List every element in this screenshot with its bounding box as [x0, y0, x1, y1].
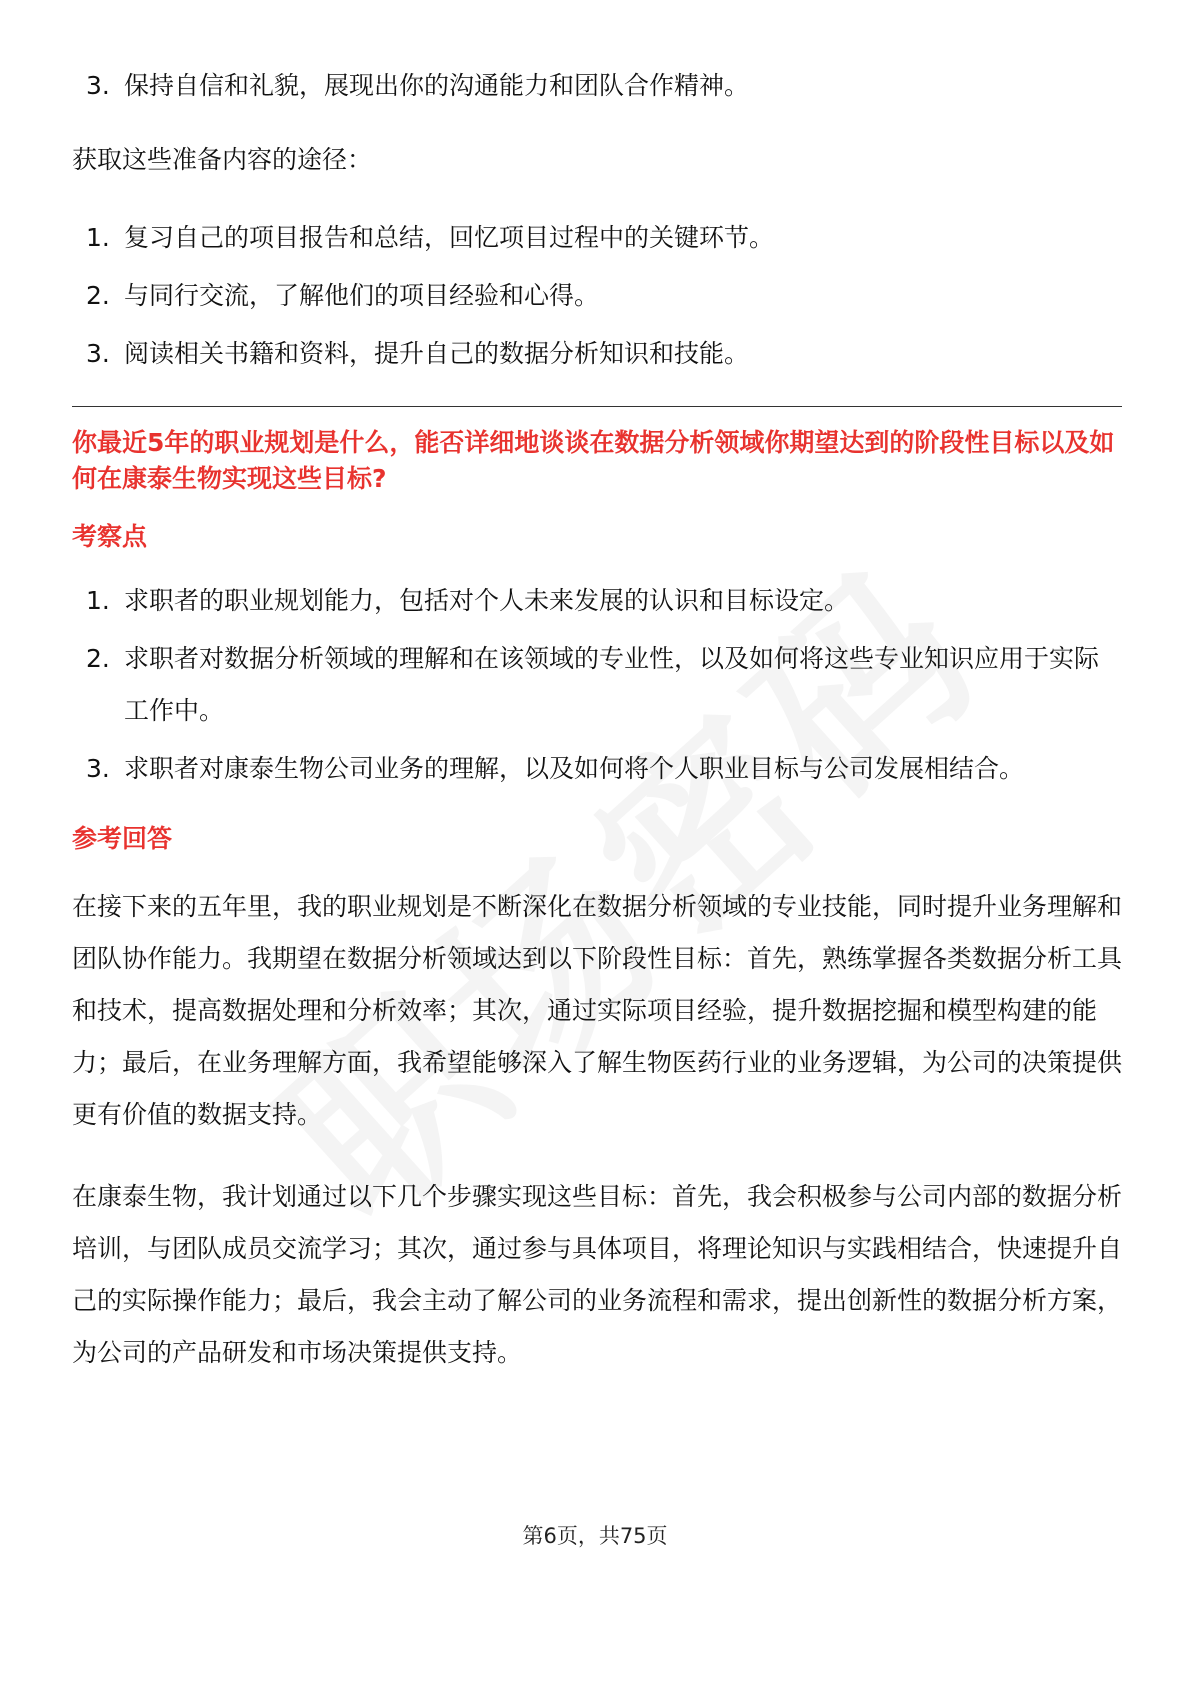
prep-list-tail: [72, 60, 1122, 112]
paths-list: [72, 212, 1122, 380]
page-footer: 第6页，共75页: [522, 1524, 668, 1548]
list-item: [72, 60, 1122, 112]
interview-question: 你最近5年的职业规划是什么，能否详细地谈谈在数据分析领域你期望达到的阶段性目标以及如何在康泰生物实现这些目标?: [72, 428, 1115, 493]
list-item: [72, 633, 1122, 737]
list-item: [72, 212, 1122, 264]
answer-paragraph-1: 在接下来的五年里，我的职业规划是不断深化在数据分析领域的专业技能，同时提升业务理解和团队协作能力。我期望在数据分析领域达到以下阶段性目标：首先，熟练掌握各类数据分析工具和技术，提高数据处理和分析效率；其次，通过实际项目经验，提升数据挖掘和模型构建的能力；最后，在业务理解方面，我希望能够深入了解生物医药行业的业务逻辑，为公司的决策提供更有价值的数据支持。: [72, 892, 1123, 1129]
answer-heading: 参考回答: [72, 824, 173, 853]
paths-heading: 获取这些准备内容的途径：: [72, 145, 373, 174]
list-number: 3.: [86, 754, 110, 783]
list-number: 1.: [86, 586, 110, 615]
list-item: [72, 270, 1122, 322]
list-number: 2.: [86, 281, 110, 310]
list-number: 1.: [86, 223, 110, 252]
list-item: [72, 575, 1122, 627]
page-content: [72, 60, 1122, 1379]
list-text: 求职者对数据分析领域的理解和在该领域的专业性，以及如何将这些专业知识应用于实际工作中。: [124, 644, 1100, 725]
focus-heading: 考察点: [72, 522, 148, 551]
list-item: [72, 743, 1122, 795]
focus-list: [72, 575, 1122, 795]
list-text: 保持自信和礼貌，展现出你的沟通能力和团队合作精神。: [124, 71, 750, 100]
section-divider: [72, 406, 1122, 407]
list-text: 与同行交流，了解他们的项目经验和心得。: [124, 281, 600, 310]
list-text: 求职者对康泰生物公司业务的理解，以及如何将个人职业目标与公司发展相结合。: [124, 754, 1025, 783]
list-text: 阅读相关书籍和资料，提升自己的数据分析知识和技能。: [124, 339, 750, 368]
list-item: [72, 328, 1122, 380]
list-number: 3.: [86, 339, 110, 368]
list-number: 3.: [86, 71, 110, 100]
list-number: 2.: [86, 644, 110, 673]
answer-paragraph-2: 在康泰生物，我计划通过以下几个步骤实现这些目标：首先，我会积极参与公司内部的数据分析培训，与团队成员交流学习；其次，通过参与具体项目，将理论知识与实践相结合，快速提升自己的实际操作能力；最后，我会主动了解公司的业务流程和需求，提出创新性的数据分析方案，为公司的产品研发和市场决策提供支持。: [72, 1182, 1123, 1367]
list-text: 求职者的职业规划能力，包括对个人未来发展的认识和目标设定。: [124, 586, 850, 615]
list-text: 复习自己的项目报告和总结，回忆项目过程中的关键环节。: [124, 223, 775, 252]
